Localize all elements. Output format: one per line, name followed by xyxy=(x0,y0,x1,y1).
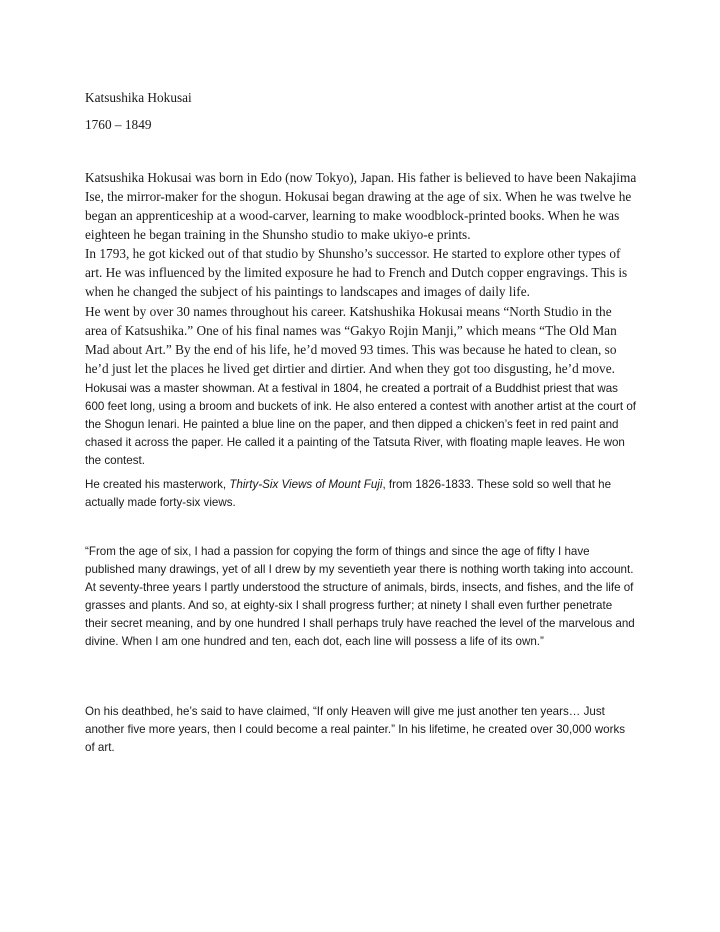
biography-paragraph-showman: Hokusai was a master showman. At a festival in 1804, he created a portrait of a Buddhist priest that was 600 feet long, using a broom and buckets of ink. He also entered a contest with another artist at the court of the Shogun Ienari. He painted a blue line on the paper, and then dipped a chicken’s feet in red paint and chased it across the paper. He called it a painting of the Tatsuta River, with floating maple leaves. He won the contest. xyxy=(85,382,637,467)
masterwork-title: Thirty-Six Views of Mount Fuji xyxy=(229,478,383,491)
biography-paragraph-names: He went by over 30 names throughout his career. Katshushika Hokusai means “North Studio in the area of Katsushika.” One of his final names was “Gakyo Rojin Manji,” which means “The Old Man Mad about Art.” By the end of his life, he’d moved 93 times. This was because he hated to clean, so he’d just let the places he lived get dirtier and dirtier. And when they got too disgusting, he’d move. xyxy=(85,304,617,376)
masterwork-text-before: He created his masterwork, xyxy=(85,478,230,491)
biography-paragraph-masterwork xyxy=(85,476,637,512)
biography-paragraph-early-life: Katsushika Hokusai was born in Edo (now Tokyo), Japan. His father is believed to have been Nakajima Ise, the mirror-maker for the shogun. Hokusai began drawing at the age of six. When he was twelve he began an apprenticeship at a wood-carver, learning to make woodblock-printed books. When he was eighteen he began training in the Shunsho studio to make ukiyo-e prints. xyxy=(85,170,637,242)
closing-paragraph: On his deathbed, he’s said to have claimed, “If only Heaven will give me just another ten years… Just another five more years, then I could become a real painter.” In his lifetime, he created over 30,000 works of art. xyxy=(85,705,626,754)
masterwork-text-after: , from 1826-1833. These sold so well that he actually made forty-six views. xyxy=(85,478,612,509)
artist-name: Katsushika Hokusai xyxy=(85,90,192,105)
biography-paragraph-career: In 1793, he got kicked out of that studio by Shunsho’s successor. He started to explore other types of art. He was influenced by the limited exposure he had to French and Dutch copper engravings. This is when he changed the subject of his paintings to landscapes and images of daily life. xyxy=(85,246,628,299)
artist-dates: 1760 – 1849 xyxy=(85,117,152,132)
hokusai-quote: “From the age of six, I had a passion for copying the form of things and since the age of fifty I have published many drawings, yet of all I drew by my seventieth year there is nothing worth taking into account. At seventy-three years I partly understood the structure of animals, birds, insects, and fishes, and the life of grasses and plants. And so, at eighty-six I shall progress further; at ninety I shall even further penetrate their secret meaning, and by one hundred I shall perhaps truly have reached the level of the marvelous and divine. When I am one hundred and ten, each dot, each line will possess a life of its own.” xyxy=(85,545,635,648)
